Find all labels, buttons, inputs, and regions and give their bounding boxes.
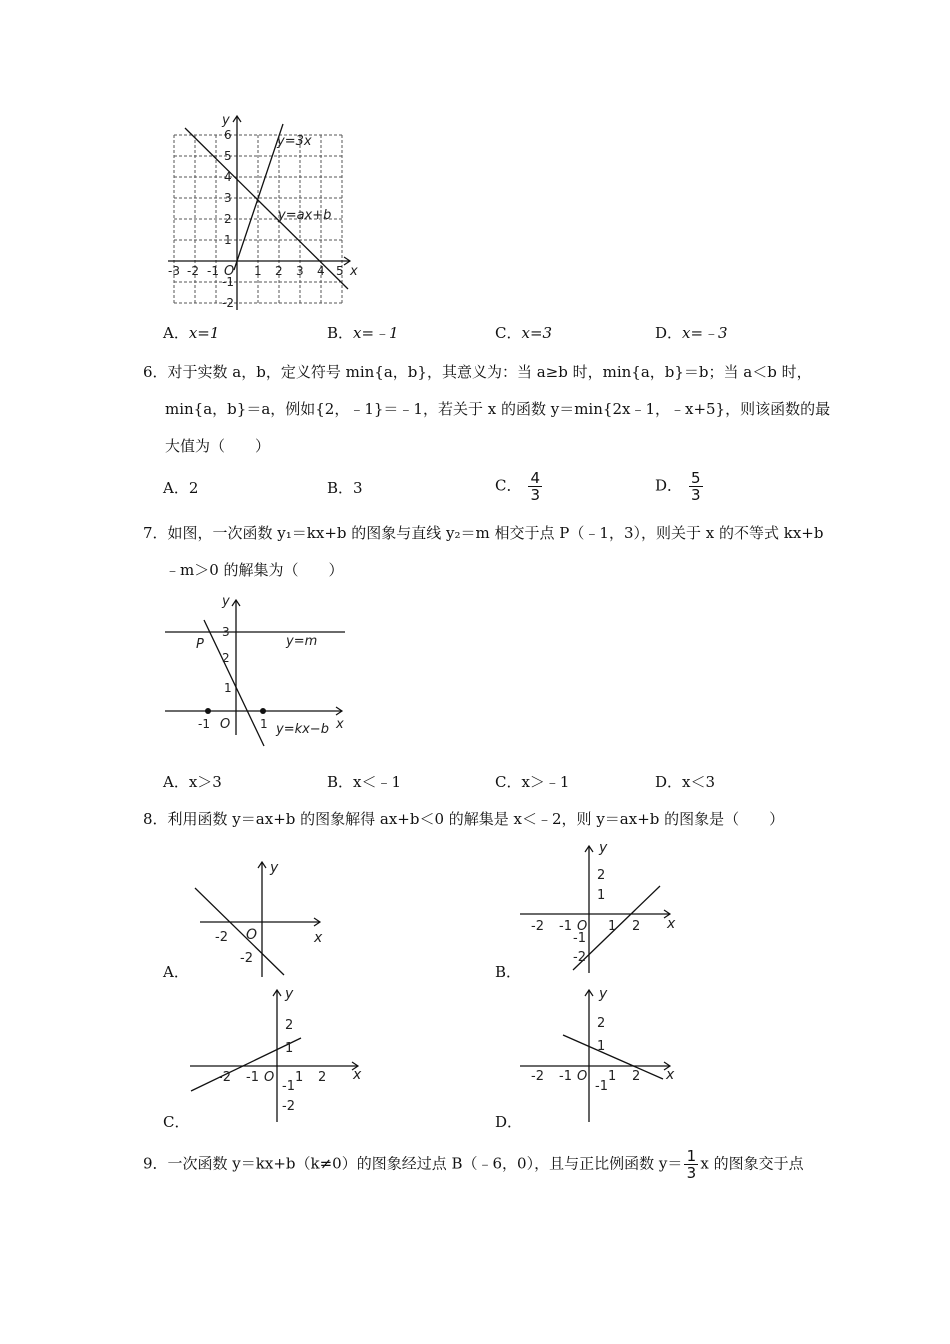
q5-xtick: 5 (336, 264, 344, 278)
q6-option-b[interactable]: B．3 (327, 479, 363, 497)
q5-line1-label: y=3x (277, 134, 312, 149)
q8b-y-label: y (599, 840, 608, 856)
q5-ytick: 2 (224, 212, 232, 226)
q5-y-label: y (222, 113, 230, 128)
q6-option-c[interactable]: C． $\frac{4}{3}$ (495, 470, 544, 503)
q5-x-label: x (350, 264, 358, 279)
q8a-x-label: x (314, 930, 323, 946)
q5-ytick: -2 (222, 296, 234, 310)
q7-option-a[interactable]: A．x＞3 (163, 773, 222, 791)
q8-option-d[interactable]: D． (495, 1113, 523, 1131)
q5-ytick: 4 (224, 170, 232, 184)
fraction: $\frac{1}{3}$ (684, 1148, 698, 1181)
q8d-tick: 2 (597, 1016, 606, 1031)
q8d-tick: -1 (559, 1069, 572, 1084)
q6-text-line3: 大值为（ ） (165, 437, 271, 455)
q8c-tick: -1 (282, 1079, 295, 1094)
q8-graph-d (515, 984, 685, 1124)
q5-xtick: 3 (296, 264, 304, 278)
q8b-tick: -2 (531, 919, 544, 934)
q8a-y-label: y (270, 860, 279, 876)
q8-graph-c (185, 984, 370, 1124)
q7-option-c[interactable]: C．x＞﹣1 (495, 773, 570, 791)
q5-xtick: 1 (254, 264, 262, 278)
q8-graph-b (515, 838, 685, 978)
q8c-y-label: y (285, 986, 294, 1002)
q8-text-line1: 8．利用函数 y＝ax+b 的图象解得 ax+b＜0 的解集是 x＜﹣2，则 y＝ax+b 的图象是（ ） (143, 810, 785, 828)
q8b-origin: O (577, 919, 588, 934)
q7-ytick: 3 (222, 625, 230, 639)
q8b-tick: 1 (608, 919, 617, 934)
q8c-tick: 1 (285, 1041, 294, 1056)
q5-option-a[interactable]: A．x=1 (163, 324, 220, 342)
q8-option-b[interactable]: B． (495, 963, 522, 981)
q7-origin-label: O (220, 717, 231, 732)
q8b-tick: 2 (632, 919, 641, 934)
q5-ytick: 1 (224, 233, 232, 247)
q9-text-line1: 9．一次函数 y＝kx+b（k≠0）的图象经过点 B（﹣6，0），且与正比例函数 y＝ $\frac{1}{3}$ x 的图象交于点 (143, 1147, 804, 1182)
q7-ytick: 2 (222, 651, 230, 665)
q7-xtick: -1 (198, 717, 210, 731)
q5-xtick: -1 (207, 264, 219, 278)
q5-option-b[interactable]: B．x=﹣1 (327, 324, 399, 342)
q8-graph-a (180, 852, 340, 982)
q7-graph (160, 590, 360, 750)
q5-option-c[interactable]: C．x=3 (495, 324, 553, 342)
q7-x-label: x (336, 717, 344, 732)
q5-ytick: 3 (224, 191, 232, 205)
q7-ytick: 1 (224, 681, 232, 695)
q8b-tick: 1 (597, 888, 606, 903)
q7-option-b[interactable]: B．x＜﹣1 (327, 773, 402, 791)
q8a-ytick: -2 (240, 951, 253, 966)
q5-ytick: 5 (224, 149, 232, 163)
q8c-tick: -2 (218, 1070, 231, 1085)
q8a-origin-label: O (246, 927, 258, 943)
fraction: $\frac{5}{3}$ (689, 470, 703, 503)
q8-option-c[interactable]: C． (163, 1113, 190, 1131)
q8d-tick: 1 (608, 1069, 617, 1084)
q5-ytick: -1 (222, 275, 234, 289)
q8c-tick: -1 (246, 1070, 259, 1085)
q6-text-line1: 6．对于实数 a，b，定义符号 min{a，b}，其意义为：当 a≥b 时，min{a，b}＝b；当 a＜b 时， (143, 363, 812, 381)
q8b-tick: -1 (573, 931, 586, 946)
q7-text-line1: 7．如图，一次函数 y₁＝kx+b 的图象与直线 y₂＝m 相交于点 P（﹣1，3），则关于 x 的不等式 kx+b (143, 524, 824, 542)
q8c-tick: 1 (295, 1070, 304, 1085)
q5-option-d[interactable]: D．x=﹣3 (655, 324, 728, 342)
q7-xtick: 1 (260, 717, 268, 731)
q8-option-a[interactable]: A． (163, 963, 189, 981)
q8b-x-label: x (667, 916, 676, 932)
q5-origin-label: O (224, 264, 235, 279)
q7-line-k-label: y=kx−b (276, 722, 329, 737)
q8d-tick: -2 (531, 1069, 544, 1084)
q6-option-a[interactable]: A．2 (163, 479, 199, 497)
q7-line-m-label: y=m (286, 634, 318, 649)
q5-ytick: 6 (224, 128, 232, 142)
q5-graph (160, 110, 360, 315)
q8d-y-label: y (599, 986, 608, 1002)
q7-option-d[interactable]: D．x＜3 (655, 773, 716, 791)
q6-text-line2: min{a，b}＝a，例如{2，﹣1}＝﹣1，若关于 x 的函数 y＝min{2x﹣1，﹣x+5}，则该函数的最 (165, 400, 831, 418)
q8c-origin: O (264, 1070, 275, 1085)
q5-xtick: -3 (168, 264, 180, 278)
q8b-tick: -2 (573, 950, 586, 965)
q7-y-label: y (222, 594, 230, 609)
q8d-tick: 1 (597, 1039, 606, 1054)
q8c-tick: 2 (318, 1070, 327, 1085)
q8a-xtick: -2 (215, 930, 228, 945)
q8b-tick: -1 (559, 919, 572, 934)
q5-xtick: 2 (275, 264, 283, 278)
fraction: $\frac{4}{3}$ (528, 470, 542, 503)
q8d-origin: O (577, 1069, 588, 1084)
q6-option-d[interactable]: D． $\frac{5}{3}$ (655, 470, 705, 503)
q5-line2-label: y=ax+b (278, 208, 332, 223)
q8b-tick: 2 (597, 868, 606, 883)
q5-xtick: 4 (317, 264, 325, 278)
q5-xtick: -2 (187, 264, 199, 278)
q8d-x-label: x (666, 1067, 675, 1083)
q7-text-line2: ﹣m＞0 的解集为（ ） (165, 561, 344, 579)
q8c-x-label: x (353, 1067, 362, 1083)
q8c-tick: 2 (285, 1018, 294, 1033)
q8d-tick: -1 (595, 1079, 608, 1094)
q7-point-p-label: P (196, 637, 204, 652)
q8c-tick: -2 (282, 1099, 295, 1114)
q8d-tick: 2 (632, 1069, 641, 1084)
